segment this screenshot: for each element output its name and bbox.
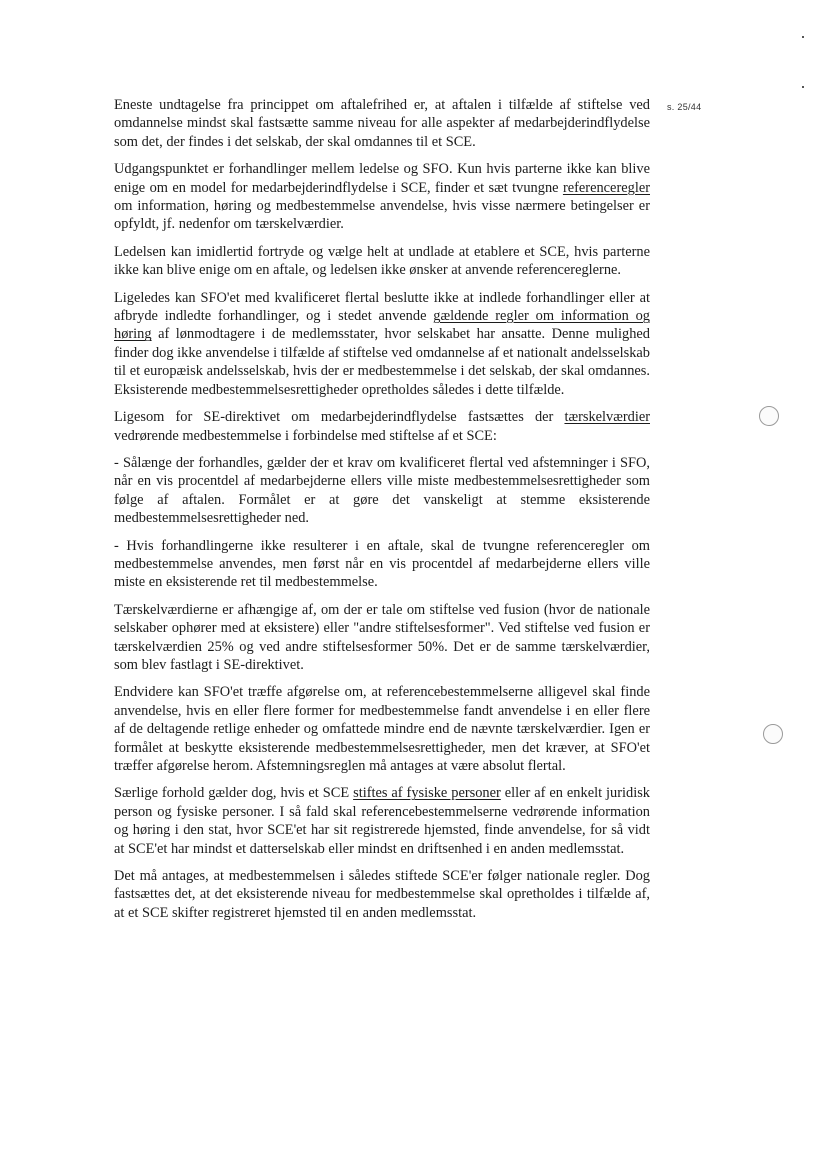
punch-hole-upper xyxy=(759,406,779,426)
document-body xyxy=(114,96,650,931)
list-item-forhandles: - Sålænge der forhandles, gælder der et krav om kvalificeret flertal ved afstemninger i SFO, når en vis procentdel af medarbejderne ellers ville miste medbestemmelsesrettigheder som følge af aftalen. Formålet er at gøre det vanskeligt at stemme eksisterende medbestemmelsesrettigheder ned. xyxy=(114,454,650,527)
paragraph-ledelsen: Ledelsen kan imidlertid fortryde og vælge helt at undlade at etablere et SCE, hvis parterne ikke kan blive enige om en aftale, og ledelsen ikke ønsker at anvende referencereglerne. xyxy=(114,243,650,279)
scan-mark-top xyxy=(802,36,804,38)
paragraph-text: Ligeledes kan SFO'et med kvalificeret flertal beslutte ikke at indlede forhandlinger eller at afbryde indledte forhandlinger, og i stedet anvende xyxy=(114,289,650,325)
paragraph-referencebestemmelser: Endvidere kan SFO'et træffe afgørelse om, at referencebestemmelserne alligevel skal finde anvendelse, hvis en eller flere former for medbestemmelse fandt anvendelse i en eller flere af de deltagende retlige enheder og omfattede mindre end de nævnte tærskelværdier. Igen er formålet at beskytte eksisterende medbestemmelsesrettigheder, men det kræver, at SFO'et træffer afgørelse herom. Afstemningsreglen må antages at være absolut flertal. xyxy=(114,684,650,774)
paragraph-udgangspunkt xyxy=(114,160,650,234)
paragraph-text: vedrørende medbestemmelse i forbindelse med stiftelse af et SCE: xyxy=(114,427,497,444)
paragraph-text: Særlige forhold gælder dog, hvis et SCE xyxy=(114,785,354,802)
link-gaeldende-regler[interactable]: gældende regler om information og høring xyxy=(114,308,650,343)
paragraph-taerskelvaerdier-fusion: Tærskelværdierne er afhængige af, om der er tale om stiftelse ved fusion (hvor de nationale selskaber ophører med at eksistere) eller "andre stiftelsesformer". Ved stiftelse ved fusion er tærskelværdien 25% og ved andre stiftelsesformer 50%. Det er de samme tærskelværdier, som blev fastlagt i SE-direktivet. xyxy=(114,601,650,673)
punch-hole-lower xyxy=(763,724,783,744)
paragraph-text: om information, høring og medbestemmelse anvendelse, hvis visse nærmere betingelser er opfyldt, jf. nedenfor om tærskelværdier. xyxy=(114,198,650,233)
link-fysiske-personer[interactable]: stiftes af fysiske personer xyxy=(353,785,501,802)
page-number: s. 25/44 xyxy=(667,102,702,112)
list-item-ingen-aftale: - Hvis forhandlingerne ikke resulterer i en aftale, skal de tvungne referenceregler om medbestemmelse anvendes, men først når en vis procentdel af medarbejderne ellers ville miste en eksisterende ret til medbestemmelse. xyxy=(114,537,650,591)
scan-mark-upper xyxy=(802,86,804,88)
paragraph-text: af lønmodtagere i de medlemsstater, hvor selskabet har ansatte. Denne mulighed finder dog ikke anvendelse i tilfælde af stiftelse ved omdannelse af et nationalt andelsselskab til et europæisk andelsselskab, hvis der er medbestemmelse i det selskab, der skal omdannes. Eksisterende medbestemmelsesrettigheder opretholdes således i dette tilfælde. xyxy=(114,326,650,398)
paragraph-text: Ligesom for SE-direktivet om medarbejderindflydelse fastsættes der xyxy=(114,409,565,426)
paragraph-text: eller af en enkelt juridisk person og fysiske personer. I så fald skal referencebestemmelserne vedrørende information og høring i den stat, hvor SCE'et har sit registrerede hjemsted, finde anvendelse, for så vidt at SCE'et har mindst et datterselskab eller mindst en driftsenhed i en anden medlemsstat. xyxy=(114,785,651,857)
paragraph-sfo-flertal xyxy=(114,289,650,399)
paragraph-text: Udgangspunktet er forhandlinger mellem ledelse og SFO. Kun hvis parterne ikke kan blive enige om en model for medarbejderindflydelse i SCE, finder et sæt tvungne xyxy=(114,161,650,196)
link-referenceregler[interactable]: referenceregler xyxy=(562,179,650,196)
paragraph-nationale-regler: Det må antages, at medbestemmelsen i således stiftede SCE'er følger nationale regler. Dog fastsættes det, at det eksisterende niveau for medbestemmelse skal opretholdes i tilfælde af, at et SCE skifter registreret hjemsted til en anden medlemsstat. xyxy=(114,868,650,921)
paragraph-fysiske-personer xyxy=(114,784,650,858)
paragraph-taerskelvaerdier-intro xyxy=(114,408,650,445)
paragraph-aftalefrihed: Eneste undtagelse fra princippet om aftalefrihed er, at aftalen i tilfælde af stiftelse ved omdannelse mindst skal fastsætte samme niveau for alle aspekter af medarbejderindflydelse som det, der findes i det selskab, der skal omdannes til et SCE. xyxy=(114,97,650,150)
link-taerskelvaerdier[interactable]: tærskelværdier xyxy=(564,409,650,426)
